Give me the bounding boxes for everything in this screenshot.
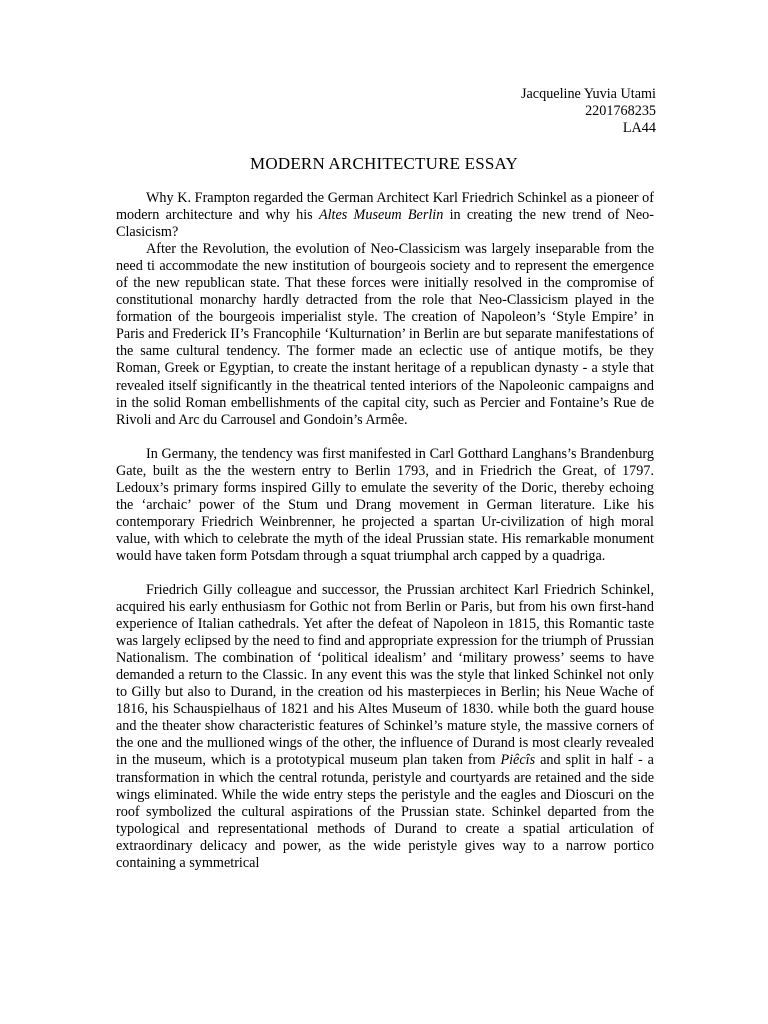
- paragraph-2: After the Revolution, the evolution of Neo-Classicism was largely inseparable from the need ti accommodate the new institution of bourgeois society and to represent the emergence of the new republican state. That these forces were initially resolved in the compromise of constitutional monarchy hardly detracted from the role that Neo-Classicism played in the formation of the bourgeois imperialist style. The creation of Napoleon’s ‘Style Empire’ in Paris and Frederick II’s Francophile ‘Kulturnation’ in Berlin are but separate manifestations of the same cultural tendency. The former made an eclectic use of antique motifs, be they Roman, Greek or Egyptian, to create the instant heritage of a republican dynasty - a style that revealed itself significantly in the theatrical tented interiors of the Napoleonic campaigns and in the solid Roman embellishments of the capital city, such as Percier and Fontaine’s Rue de Rivoli and Arc du Carrousel and Gondoin’s Armêe.: [116, 241, 654, 428]
- paragraph-3: In Germany, the tendency was first manifested in Carl Gotthard Langhans’s Brandenburg Gate, built as the the western entry to Berlin 1793, and in Friedrich the Great, of 1797. Ledoux’s primary forms inspired Gilly to emulate the severity of the Doric, thereby echoing the ‘archaic’ power of the Stum und Drang movement in German literature. Like his contemporary Friedrich Weinbrenner, he projected a spartan Ur-civilization of high moral value, with which to celebrate the myth of the ideal Prussian state. His remarkable monument would have taken form Potsdam through a squat triumphal arch capped by a quadriga.: [116, 445, 654, 564]
- paragraph-1-text-a: Why K. Frampton regarded the German Architect Karl Friedrich Schinkel as a pioneer of modern architecture and why his: [116, 190, 654, 224]
- class-code: LA44: [622, 120, 656, 137]
- essay-title: MODERN ARCHITECTURE ESSAY: [250, 154, 518, 173]
- paragraph-1-italic-title: Altes Museum Berlin: [318, 207, 444, 224]
- essay-body: [116, 190, 654, 872]
- paragraph-4: [116, 582, 654, 872]
- paragraph-1-text-b: in creating the new trend of Neo-Clasicism?: [116, 207, 654, 241]
- author-name: Jacqueline Yuvia Utami: [520, 86, 656, 102]
- paragraph-4-text-a: Friedrich Gilly colleague and successor, the Prussian architect Karl Friedrich Schinkel, acquired his early enthusiasm for Gothic not from Berlin or Paris, but from his own first-hand experience of Italian cathedrals. Yet after the defeat of Napoleon in 1815, this Romantic taste was largely eclipsed by the need to find and appropriate expression for the triumph of Prussian Nationalism. The combination of ‘political idealism’ and ‘military prowess’ seems to have demanded a return to the Classic. In any event this was the style that linked Schinkel not only to Gilly but also to Durand, in the creation od his masterpieces in Berlin; his Neue Wache of 1816, his Schauspielhaus of 1821 and his Altes Museum of 1830. while both the guard house and the theater show characteristic features of Schinkel’s mature style, the massive corners of the one and the mullioned wings of the other, the influence of Durand is most clearly revealed in the museum, which is a prototypical museum plan taken from: [116, 581, 654, 769]
- paragraph-4-italic-term: Piêcîs: [500, 752, 536, 769]
- student-id: 2201768235: [585, 103, 656, 120]
- paragraph-1: [116, 190, 654, 241]
- paragraph-4-text-b: and split in half - a transformation in which the central rotunda, peristyle and courtyards are retained and the side wings eliminated. While the wide entry steps the peristyle and the eagles and Dioscuri on the roof symbolized the cultural aspirations of the Prussian state. Schinkel departed from the typological and representational methods of Durand to create a spatial articulation of extraordinary delicacy and power, as the wide peristyle gives way to a narrow portico containing a symmetrical: [116, 752, 654, 871]
- author-block: [521, 86, 656, 138]
